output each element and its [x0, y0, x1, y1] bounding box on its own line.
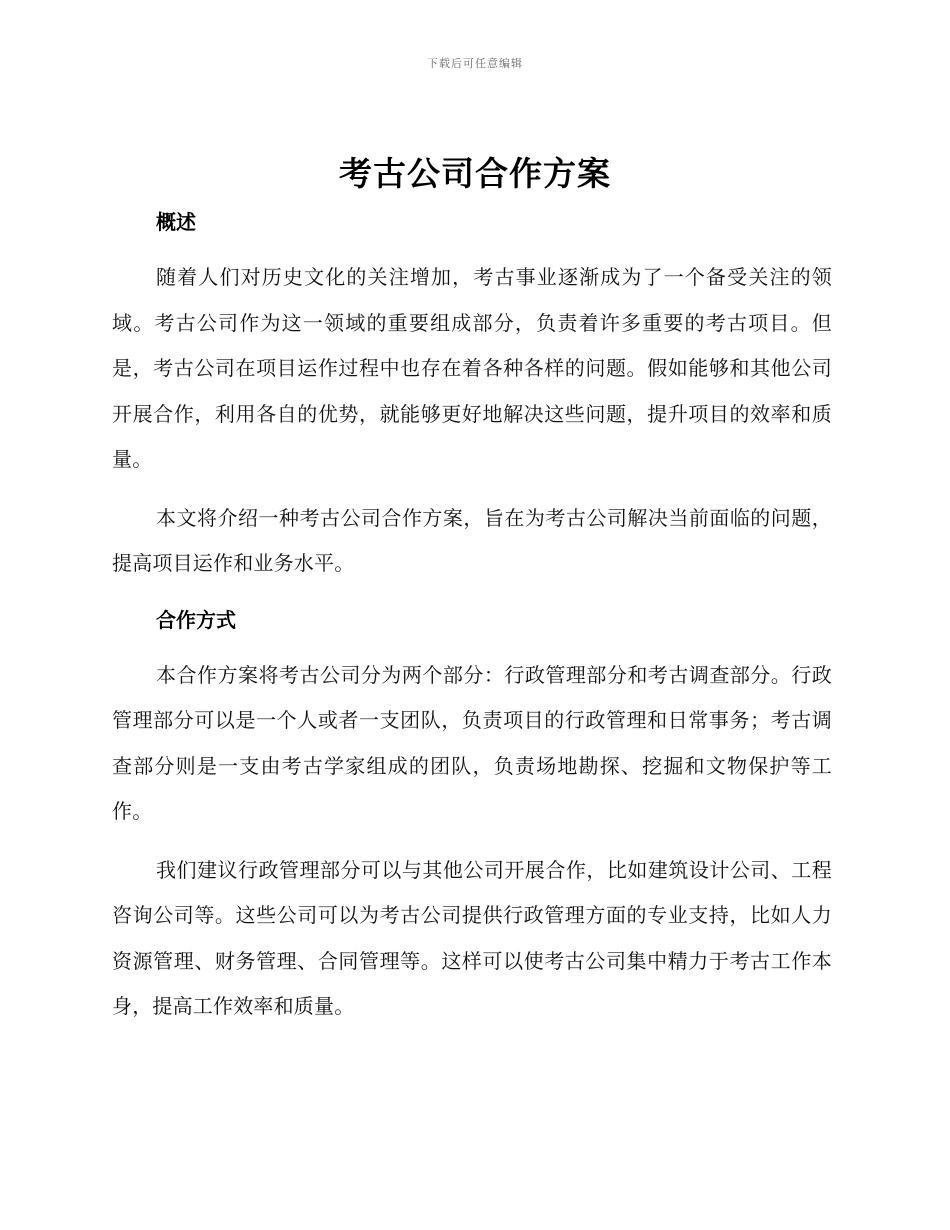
section-heading-cooperation: 合作方式 [156, 607, 236, 632]
paragraph: 我们建议行政管理部分可以与其他公司开展合作，比如建筑设计公司、工程咨询公司等。这些公司可以为考古公司提供行政管理方面的专业支持，比如人力资源管理、财务管理、合同管理等。这样可以使考古公司集中精力于考古工作本身，提高工作效率和质量。 [112, 857, 832, 1018]
document-body [112, 202, 832, 1030]
paragraph: 本文将介绍一种考古公司合作方案，旨在为考古公司解决当前面临的问题，提高项目运作和业务水平。 [112, 505, 832, 575]
paragraph: 本合作方案将考古公司分为两个部分：行政管理部分和考古调查部分。行政管理部分可以是一个人或者一支团队，负责项目的行政管理和日常事务；考古调查部分则是一支由考古学家组成的团队，负责场地勘探、挖掘和文物保护等工作。 [112, 662, 832, 823]
section-heading-overview: 概述 [156, 210, 196, 234]
document-title: 考古公司合作方案 [339, 154, 611, 193]
header-note: 下载后可任意编辑 [427, 57, 523, 70]
paragraph: 随着人们对历史文化的关注增加，考古事业逐渐成为了一个备受关注的领域。考古公司作为这一领域的重要组成部分，负责着许多重要的考古项目。但是，考古公司在项目运作过程中也存在着各种各样的问题。假如能够和其他公司开展合作，利用各自的优势，就能够更好地解决这些问题，提升项目的效率和质量。 [112, 265, 832, 471]
